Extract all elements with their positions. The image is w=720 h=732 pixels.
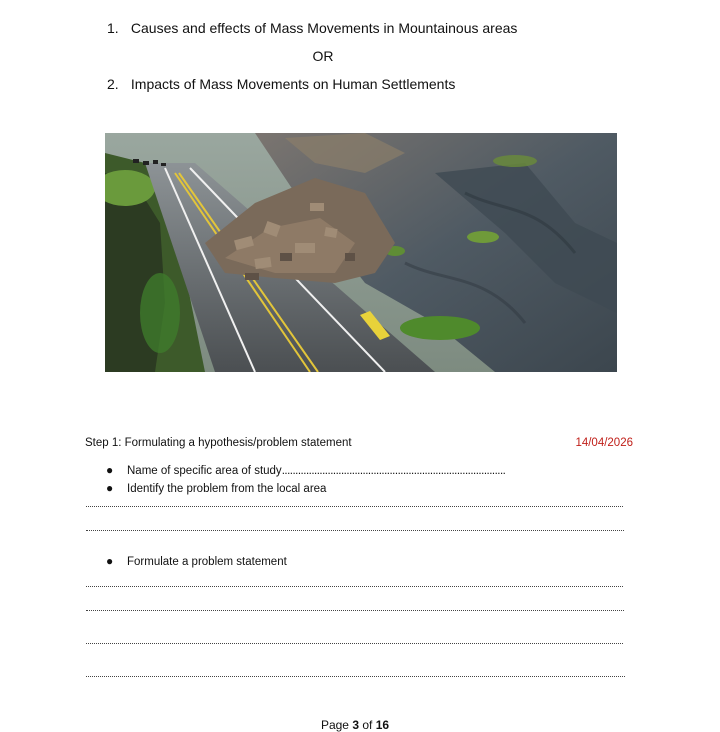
bullet-icon: ●: [106, 463, 114, 477]
bullet-icon: ●: [106, 554, 114, 568]
step-heading: Step 1: Formulating a hypothesis/problem statement: [85, 437, 352, 449]
bullet-problem-statement: [106, 554, 287, 568]
topic-2: [107, 76, 455, 92]
bullet-text: Formulate a problem statement: [127, 556, 287, 568]
of-label: of: [362, 718, 373, 732]
answer-line[interactable]: [86, 643, 623, 644]
bullet-area-of-study: [106, 463, 505, 477]
topic-2-text: Impacts of Mass Movements on Human Settlements: [130, 76, 456, 92]
answer-line[interactable]: [86, 586, 623, 587]
bullet-icon: ●: [106, 481, 114, 495]
bullet-text: Identify the problem from the local area: [127, 483, 327, 495]
bullet-identify-problem: [106, 481, 326, 495]
bullet-text: Name of specific area of study: [127, 465, 282, 477]
answer-line[interactable]: [86, 676, 625, 677]
landslide-photo: [105, 133, 617, 372]
page-label: Page: [320, 718, 349, 732]
total-pages: 16: [375, 718, 390, 732]
date-label: 14/04/2026: [575, 437, 633, 449]
topic-1-text: Causes and effects of Mass Movements in Mountainous areas: [130, 20, 518, 36]
or-separator: OR: [312, 48, 334, 64]
topic-2-number: 2.: [107, 76, 119, 92]
topic-1: [107, 20, 517, 36]
topic-1-number: 1.: [107, 20, 119, 36]
answer-line[interactable]: [86, 610, 624, 611]
page-number: 3: [352, 718, 359, 732]
answer-line[interactable]: [86, 530, 624, 531]
answer-line[interactable]: [86, 506, 623, 507]
page-footer: [0, 718, 710, 732]
answer-blank[interactable]: ...................................................................................: [281, 465, 506, 477]
